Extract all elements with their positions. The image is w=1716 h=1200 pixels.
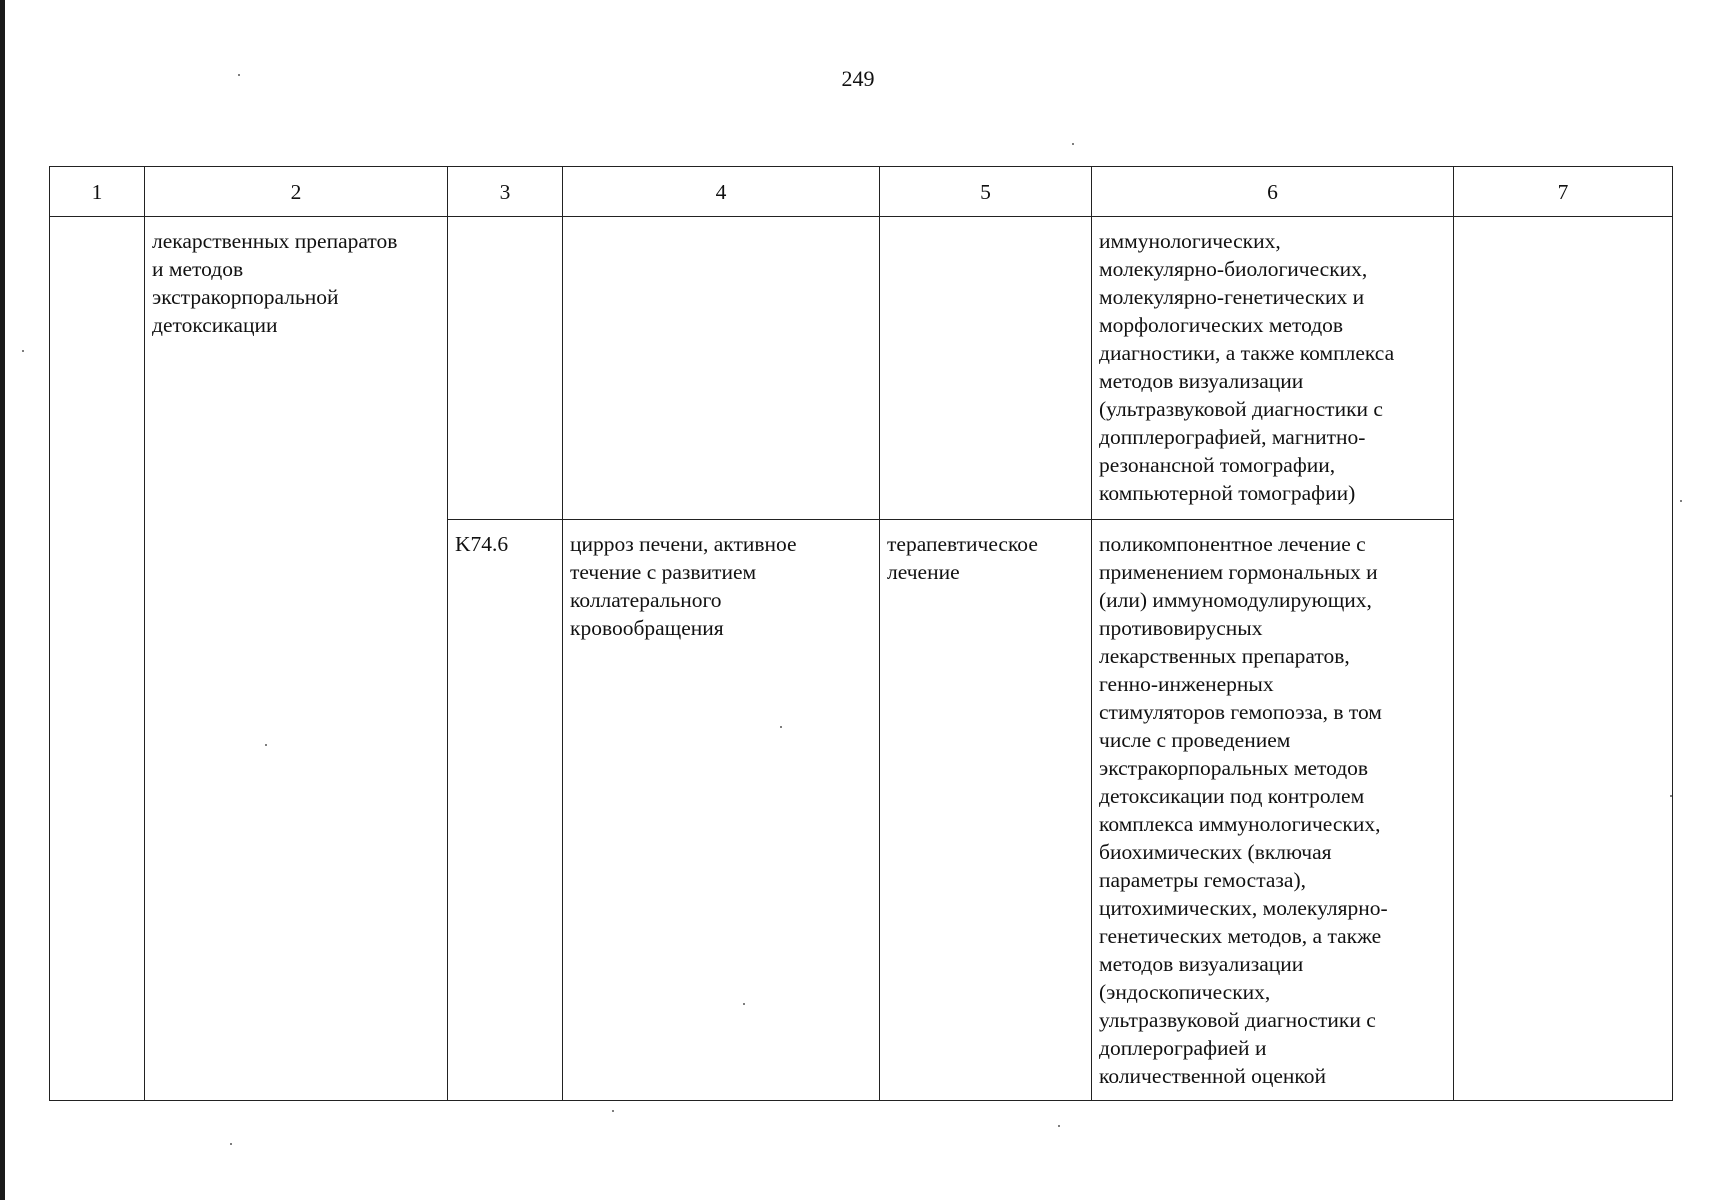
column-header-6: 6: [1092, 167, 1454, 217]
scan-speck: [238, 74, 240, 76]
cell-treatment-type: терапевтическое лечение: [880, 520, 1092, 1101]
column-number-row: [50, 167, 1673, 217]
cell-profile-name: лекарственных препаратов и методов экстракорпоральной детоксикации: [145, 217, 448, 1101]
scan-speck: [265, 744, 267, 746]
scan-edge-shadow: [0, 0, 5, 1200]
scan-speck: [780, 726, 782, 728]
page-number: 249: [841, 66, 875, 91]
scan-speck: [1670, 795, 1672, 797]
cell-model-empty: [563, 217, 880, 520]
column-header-4: 4: [563, 167, 880, 217]
cell-col7: [1454, 217, 1673, 1101]
continuation-row: [50, 217, 1673, 520]
column-header-3: 3: [448, 167, 563, 217]
scan-speck: [22, 350, 24, 352]
cell-method-continued: иммунологических, молекулярно-биологических, молекулярно-генетических и морфологических методов диагностики, а также комплекса методов визуализации (ультразвуковой диагностики с допплерографией, магнитно- резонансной томографии, компьютерной томографии): [1092, 217, 1454, 520]
medical-care-table: [49, 166, 1673, 1101]
column-header-5: 5: [880, 167, 1092, 217]
scan-speck: [743, 1003, 745, 1005]
cell-col1: [50, 217, 145, 1101]
scan-speck: [1680, 500, 1682, 502]
scan-speck: [1058, 1125, 1060, 1127]
cell-patient-model: цирроз печени, активное течение с развитием коллатерального кровообращения: [563, 520, 880, 1101]
cell-treatment-method: поликомпонентное лечение с применением гормональных и (или) иммуномодулирующих, противовирусных лекарственных препаратов, генно-инженерных стимуляторов гемопоэза, в том числе с проведением экстракорпоральных методов детоксикации под контролем комплекса иммунологических, биохимических (включая параметры гемостаза), цитохимических, молекулярно- генетических методов, а также методов визуализации (эндоскопических, ультразвуковой диагностики с доплерографией и количественной оценкой: [1092, 520, 1454, 1101]
cell-treatment-type-empty: [880, 217, 1092, 520]
cell-icd-code: K74.6: [448, 520, 563, 1101]
cell-code-empty: [448, 217, 563, 520]
column-header-7: 7: [1454, 167, 1673, 217]
scan-speck: [1072, 143, 1074, 145]
column-header-1: 1: [50, 167, 145, 217]
column-header-2: 2: [145, 167, 448, 217]
scan-speck: [230, 1143, 232, 1145]
scan-speck: [612, 1110, 614, 1112]
